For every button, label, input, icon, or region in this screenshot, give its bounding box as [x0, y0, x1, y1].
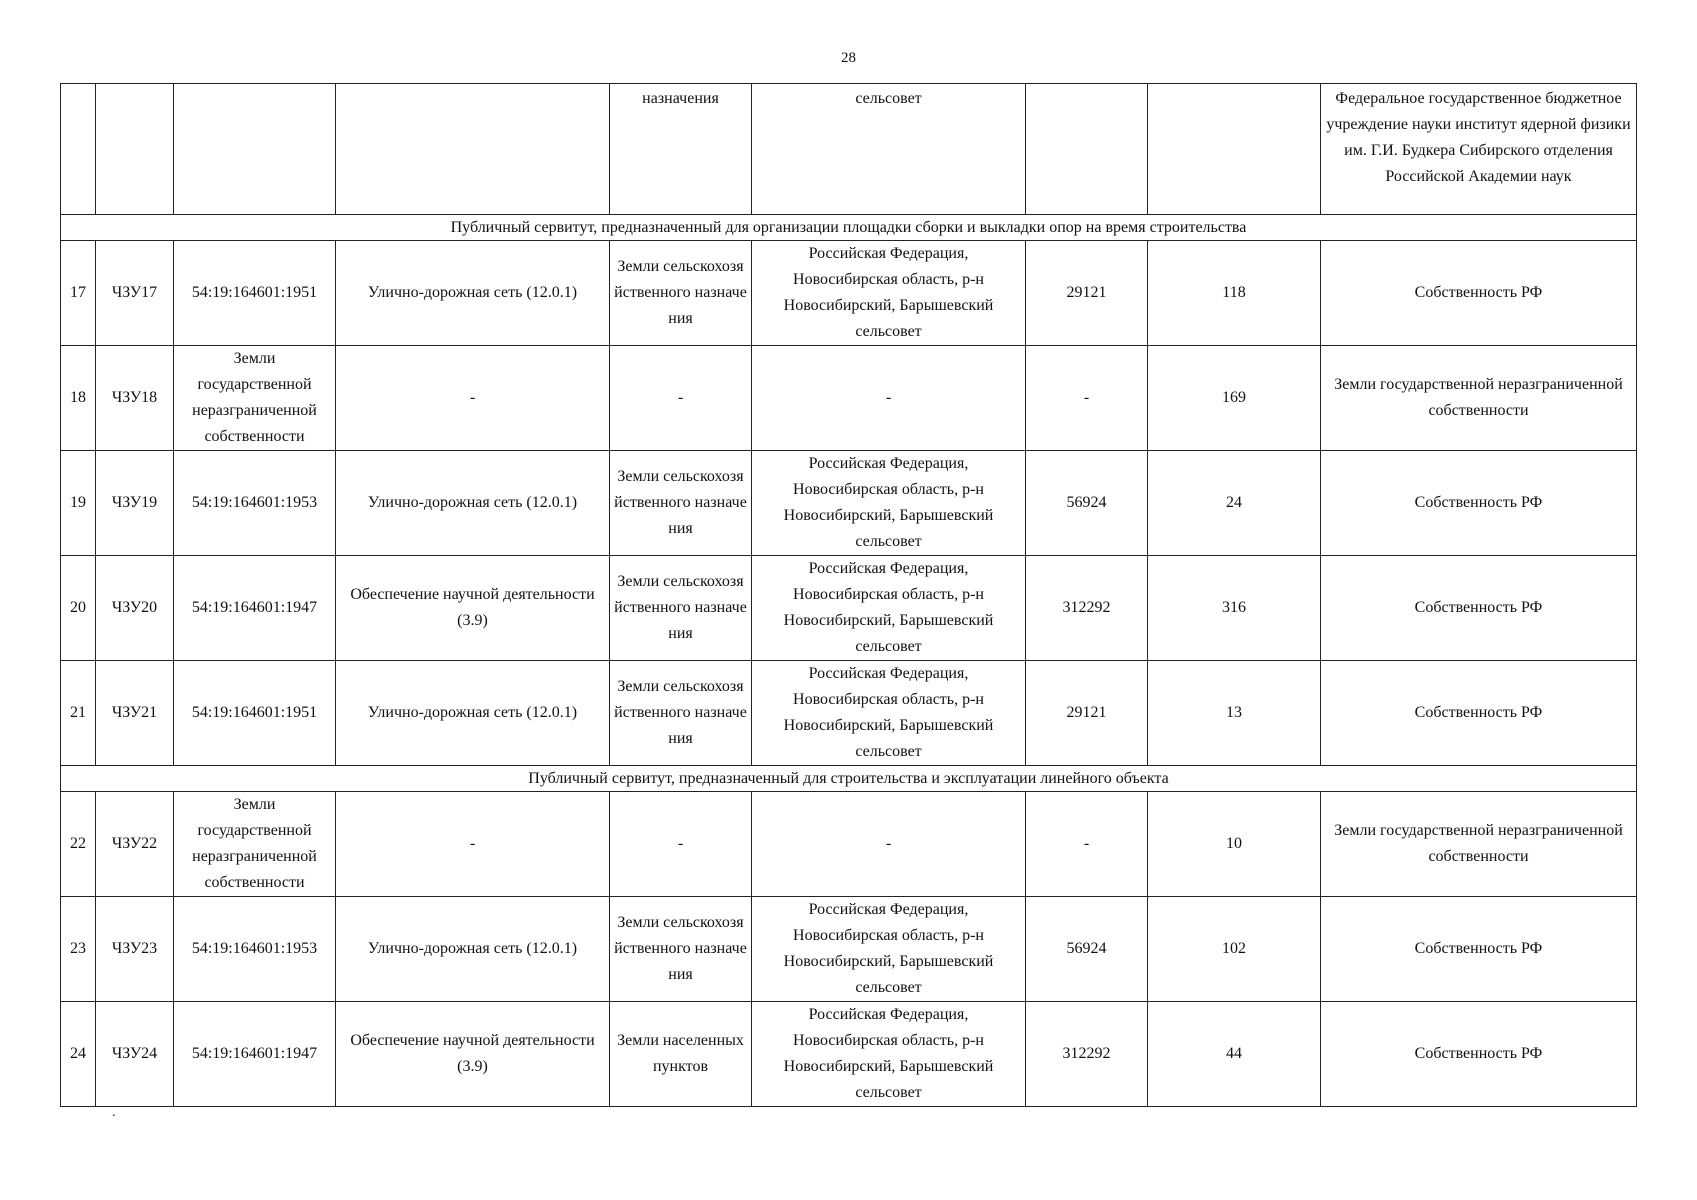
cell-num	[61, 84, 96, 215]
cell-use: -	[336, 346, 610, 451]
cell-area-part: 118	[1148, 241, 1321, 346]
cell-area-total: 29121	[1026, 661, 1148, 766]
cell-cadastral: 54:19:164601:1953	[174, 897, 336, 1002]
cell-use: Обеспечение научной деятельности (3.9)	[336, 1002, 610, 1107]
cell-area-part: 316	[1148, 556, 1321, 661]
cell-num: 23	[61, 897, 96, 1002]
cell-code: ЧЗУ23	[96, 897, 174, 1002]
cell-address: Российская Федерация, Новосибирская область, р-н Новосибирский, Барышевский сельсовет	[752, 556, 1026, 661]
section-title: Публичный сервитут, предназначенный для организации площадки сборки и выкладки опор на время строительства	[61, 215, 1637, 241]
table-row	[61, 1002, 1637, 1107]
cell-area-part: 13	[1148, 661, 1321, 766]
cell-cadastral: 54:19:164601:1953	[174, 451, 336, 556]
cell-owner: Федеральное государственное бюджетное учреждение науки институт ядерной физики им. Г.И. Будкера Сибирского отделения Российской Академии наук	[1321, 84, 1637, 215]
cell-cadastral	[174, 84, 336, 215]
cell-area-part: 102	[1148, 897, 1321, 1002]
cell-address: Российская Федерация, Новосибирская область, р-н Новосибирский, Барышевский сельсовет	[752, 897, 1026, 1002]
cell-category: Земли населенных пунктов	[610, 1002, 752, 1107]
cell-area-total: 56924	[1026, 451, 1148, 556]
cell-use: Улично-дорожная сеть (12.0.1)	[336, 241, 610, 346]
cell-use: Обеспечение научной деятельности (3.9)	[336, 556, 610, 661]
cell-area-total: -	[1026, 346, 1148, 451]
cell-use: Улично-дорожная сеть (12.0.1)	[336, 661, 610, 766]
cell-address: -	[752, 346, 1026, 451]
cell-code: ЧЗУ24	[96, 1002, 174, 1107]
cell-owner: Собственность РФ	[1321, 1002, 1637, 1107]
cell-area-total: 56924	[1026, 897, 1148, 1002]
table-body	[61, 84, 1637, 1107]
cell-owner: Собственность РФ	[1321, 661, 1637, 766]
land-plots-table	[60, 83, 1637, 1107]
table-row	[61, 661, 1637, 766]
cell-area-part	[1148, 84, 1321, 215]
cell-area-total	[1026, 84, 1148, 215]
cell-address: Российская Федерация, Новосибирская область, р-н Новосибирский, Барышевский сельсовет	[752, 1002, 1026, 1107]
table-row	[61, 897, 1637, 1002]
cell-num: 21	[61, 661, 96, 766]
table-row	[61, 792, 1637, 897]
cell-use	[336, 84, 610, 215]
cell-address: Российская Федерация, Новосибирская область, р-н Новосибирский, Барышевский сельсовет	[752, 451, 1026, 556]
cell-category: Земли сельскохозяйственного назначения	[610, 451, 752, 556]
cell-num: 17	[61, 241, 96, 346]
table-row	[61, 451, 1637, 556]
cell-category: назначения	[610, 84, 752, 215]
page-number: 28	[841, 50, 856, 66]
cell-category: Земли сельскохозяйственного назначения	[610, 556, 752, 661]
cell-owner: Собственность РФ	[1321, 451, 1637, 556]
cell-address: Российская Федерация, Новосибирская область, р-н Новосибирский, Барышевский сельсовет	[752, 661, 1026, 766]
cell-cadastral: 54:19:164601:1947	[174, 1002, 336, 1107]
cell-cadastral: 54:19:164601:1951	[174, 241, 336, 346]
cell-code: ЧЗУ17	[96, 241, 174, 346]
cell-area-part: 24	[1148, 451, 1321, 556]
cell-code: ЧЗУ19	[96, 451, 174, 556]
footer-mark: .	[112, 1105, 116, 1120]
cell-category: Земли сельскохозяйственного назначения	[610, 897, 752, 1002]
cell-owner: Собственность РФ	[1321, 556, 1637, 661]
cell-area-total: 29121	[1026, 241, 1148, 346]
cell-cadastral: Земли государственной неразграниченной собственности	[174, 346, 336, 451]
cell-area-part: 10	[1148, 792, 1321, 897]
cell-code: ЧЗУ18	[96, 346, 174, 451]
section-header-row	[61, 766, 1637, 792]
cell-area-total: -	[1026, 792, 1148, 897]
cell-cadastral: 54:19:164601:1947	[174, 556, 336, 661]
cell-code: ЧЗУ21	[96, 661, 174, 766]
cell-address: Российская Федерация, Новосибирская область, р-н Новосибирский, Барышевский сельсовет	[752, 241, 1026, 346]
cell-category: Земли сельскохозяйственного назначения	[610, 661, 752, 766]
cell-num: 18	[61, 346, 96, 451]
cell-address: сельсовет	[752, 84, 1026, 215]
cell-use: Улично-дорожная сеть (12.0.1)	[336, 451, 610, 556]
cell-use: -	[336, 792, 610, 897]
cell-area-total: 312292	[1026, 556, 1148, 661]
table-row	[61, 346, 1637, 451]
cell-num: 20	[61, 556, 96, 661]
cell-category: -	[610, 792, 752, 897]
cell-category: Земли сельскохозяйственного назначения	[610, 241, 752, 346]
table-row	[61, 556, 1637, 661]
cell-num: 24	[61, 1002, 96, 1107]
cell-code: ЧЗУ20	[96, 556, 174, 661]
cell-cadastral: Земли государственной неразграниченной собственности	[174, 792, 336, 897]
table-row	[61, 241, 1637, 346]
cell-owner: Собственность РФ	[1321, 897, 1637, 1002]
continuation-row	[61, 84, 1637, 215]
cell-num: 22	[61, 792, 96, 897]
cell-area-part: 169	[1148, 346, 1321, 451]
cell-category: -	[610, 346, 752, 451]
cell-code: ЧЗУ22	[96, 792, 174, 897]
cell-area-total: 312292	[1026, 1002, 1148, 1107]
cell-address: -	[752, 792, 1026, 897]
cell-owner: Земли государственной неразграниченной собственности	[1321, 346, 1637, 451]
cell-owner: Земли государственной неразграниченной собственности	[1321, 792, 1637, 897]
section-header-row	[61, 215, 1637, 241]
cell-num: 19	[61, 451, 96, 556]
cell-use: Улично-дорожная сеть (12.0.1)	[336, 897, 610, 1002]
cell-cadastral: 54:19:164601:1951	[174, 661, 336, 766]
cell-code	[96, 84, 174, 215]
cell-area-part: 44	[1148, 1002, 1321, 1107]
cell-owner: Собственность РФ	[1321, 241, 1637, 346]
section-title: Публичный сервитут, предназначенный для строительства и эксплуатации линейного объекта	[61, 766, 1637, 792]
